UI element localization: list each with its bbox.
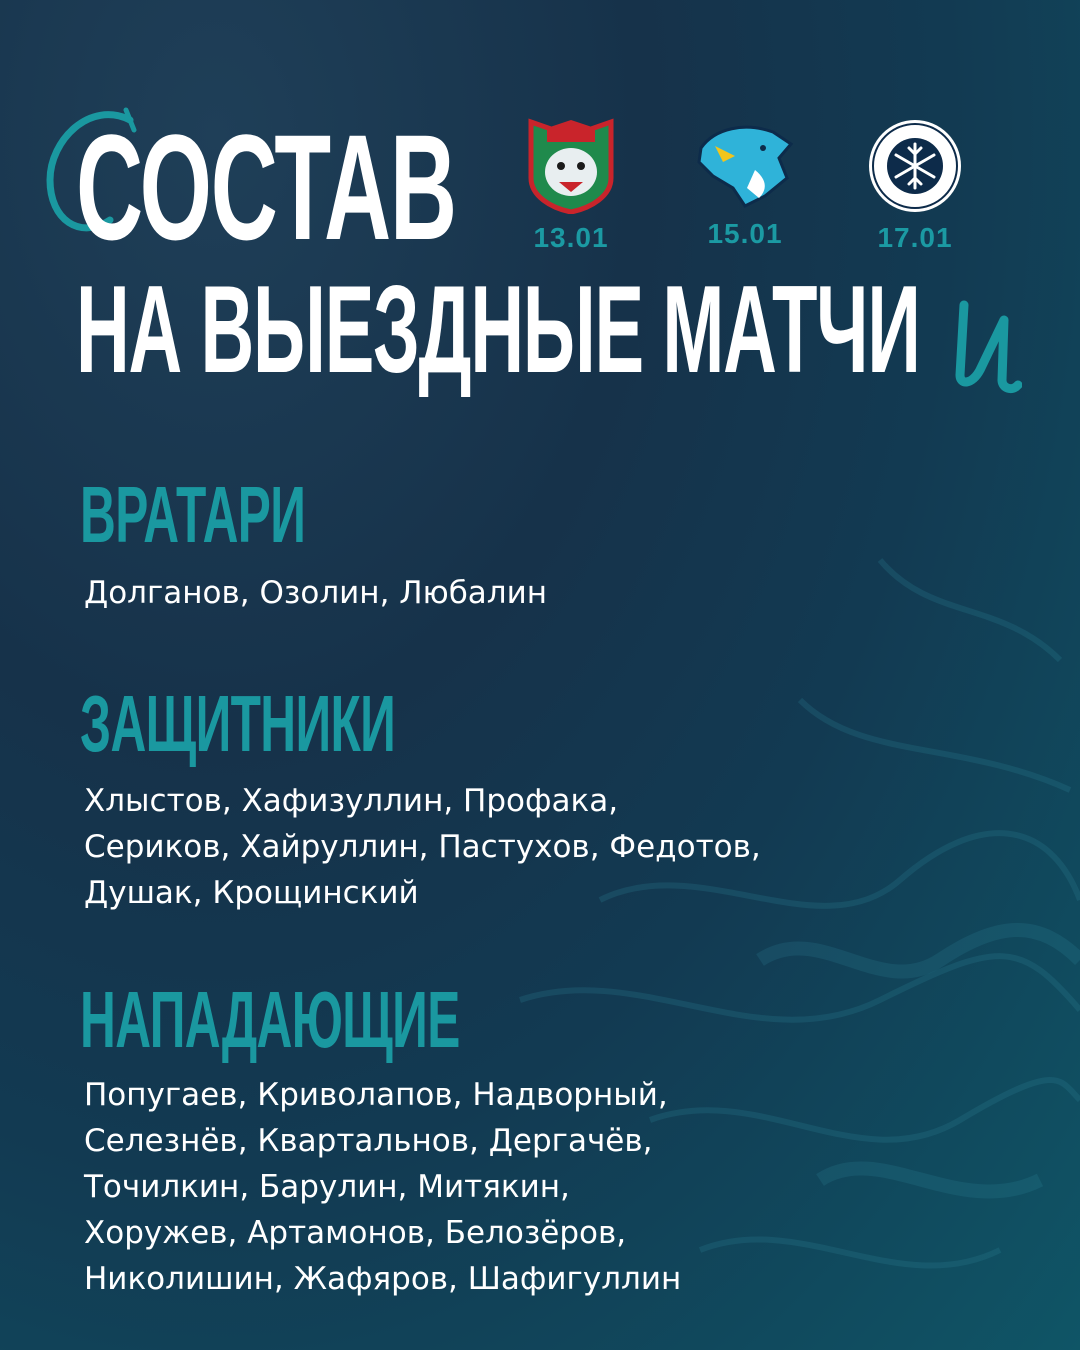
player-line: Хоружев, Артамонов, Белозёров, [84, 1215, 627, 1251]
barys-snow-leopard-logo [695, 118, 795, 210]
defense-heading: ЗАЩИТНИКИ [80, 679, 396, 768]
match-date: 13.01 [533, 222, 609, 253]
title-line-1: СОСТАВ [76, 103, 456, 271]
player-line: Точилкин, Барулин, Митякин, [84, 1169, 570, 1205]
goalies-heading: ВРАТАРИ [80, 470, 306, 559]
match-2 [690, 118, 800, 250]
script-i-accent [952, 300, 1022, 395]
match-3 [860, 118, 970, 254]
goalies-list [84, 570, 547, 616]
player-line: Попугаев, Криволапов, Надворный, [84, 1077, 668, 1113]
player-line: Селезнёв, Квартальнов, Дергачёв, [84, 1123, 653, 1159]
forwards-list [84, 1072, 681, 1302]
title-line-2: НА ВЫЕЗДНЫЕ МАТЧИ [76, 261, 920, 399]
match-date: 17.01 [877, 222, 953, 253]
player-line: Николишин, Жафяров, Шафигуллин [84, 1261, 682, 1297]
sibir-snowflake-logo [867, 118, 963, 214]
match-1 [516, 118, 626, 254]
player-line: Хлыстов, Хафизуллин, Профака, [84, 783, 619, 819]
forwards-heading: НАПАДАЮЩИЕ [80, 975, 460, 1064]
ak-bars-snow-leopard-logo [525, 118, 617, 214]
player-line: Душак, Крощинский [84, 875, 419, 911]
match-date: 15.01 [707, 218, 783, 249]
defense-list [84, 778, 761, 916]
player-line: Сериков, Хайруллин, Пастухов, Федотов, [84, 829, 761, 865]
player-line: Долганов, Озолин, Любалин [84, 575, 548, 611]
